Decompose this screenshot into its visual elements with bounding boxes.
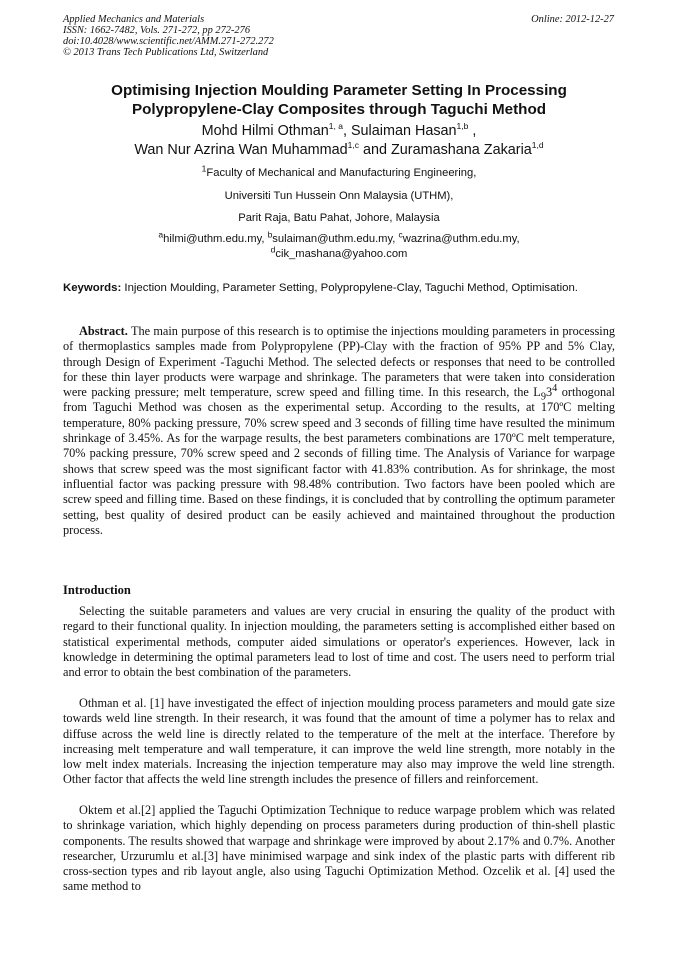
abstract-paragraph <box>63 324 615 538</box>
introduction-paragraph-1: Selecting the suitable parameters and values are very crucial in ensuring the quality of the product with regard to their functional quality. In injection moulding, the parameters setting is accomplished either based on statistical experimental methods, computer aided simulations or operator's experiences. However, lack in knowledge in determining the optimal parameters lead to lost of time and cost. The users need to perform trial and error to obtain the best combination of the parameters. <box>63 604 615 680</box>
online-date: Online: 2012-12-27 <box>531 14 614 25</box>
abstract-text-cont: orthogonal from Taguchi Method was chosen as the experimental setup. According to the results, at 170ºC melting temperature, 80% packing pressure, 70% screw speed and 3 seconds of filling time have resulted the minimum shrinkage of 3.45%. As for the warpage results, the best parameters combinations are 170ºC melt temperature, 70% packing pressure, 70% screw speed and 2 seconds of filling time. The Analysis of Variance for warpage shows that screw speed was the most significant factor with 41.83% contribution. As for shrinkage, the most influential factor was packing pressure with 98.48% contribution. Two factors have been pooled which are screw speed and filling time. Based on these findings, it is concluded that by controlling the optimum parameter setting, best quality of desired product can be easily achieved and maintained throughout the production process. <box>63 385 615 537</box>
paper-title <box>40 81 638 119</box>
author-line-2 <box>40 141 638 160</box>
author-affiliation-mark: 1,d <box>531 140 544 151</box>
title-line-1: Optimising Injection Moulding Parameter Setting In Processing <box>111 82 567 99</box>
abstract-text: The main purpose of this research is to optimise the injections moulding parameters in processing of thermoplastics samples made from Polypropylene (PP)-Clay with the fraction of 95% PP and 5% Clay, through Design of Experiment -Taguchi Method. The selected defects or responses that need to be controlled for these thin layer products were warpage and shrinkage. The parameters that were taken into consideration were packing pressure; melt temperature, screw speed and filling time. In this research, the L <box>63 324 615 400</box>
keywords-label: Keywords: <box>63 282 122 294</box>
journal-header <box>63 14 274 58</box>
introduction-paragraph-2: Othman et al. [1] have investigated the effect of injection moulding process parameters and mould gate size towards weld line strength. In their research, it was found that the amount of time a polymer has to relax and diffuse across the weld line is directly related to the temperature of the melt at the interface. Therefore by increasing melt temperature and wall temperature, it can improve the weld line strength, more notably in the low melt index materials. Increasing the injection temperature may also may improve the weld line strength. Other factor that affects the weld line strength includes the presence of fillers and reinforcement. <box>63 696 615 787</box>
abstract-label: Abstract. <box>79 324 128 338</box>
email-address: wazrina@uthm.edu.my, <box>402 233 520 245</box>
email-mark: a <box>158 229 164 240</box>
affiliation-address: Parit Raja, Batu Pahat, Johore, Malaysia <box>238 212 440 224</box>
author-name: Mohd Hilmi Othman <box>201 123 329 139</box>
journal-name: Applied Mechanics and Materials <box>63 14 205 25</box>
email-address: cik_mashana@yahoo.com <box>275 248 408 260</box>
author-name: Wan Nur Azrina Wan Muhammad <box>134 142 348 158</box>
introduction-heading: Introduction <box>63 583 131 597</box>
author-name: Zuramashana Zakaria <box>391 142 532 158</box>
abstract-subscript: 9 <box>540 391 546 403</box>
author-line-1: Mohd Hilmi Othman$^{1, a}$, Sulaiman Hasan$^{1,b}$ , <box>201 121 477 139</box>
affiliation-faculty: Faculty of Mechanical and Manufacturing Engineering, <box>206 167 477 179</box>
affiliation-university: Universiti Tun Hussein Onn Malaysia (UTHM), <box>224 190 454 202</box>
abstract-superscript: 4 <box>552 383 558 395</box>
author-affiliation-mark: 1, a <box>328 121 343 132</box>
email-mark: c <box>398 229 403 240</box>
email-mark: b <box>267 229 273 240</box>
affiliation-mark: 1 <box>201 163 207 174</box>
author-affiliation-mark: 1,b <box>456 121 469 132</box>
issn-line: ISSN: 1662-7482, Vols. 271-272, pp 272-276 <box>63 25 251 36</box>
email-mark: d <box>270 244 276 255</box>
introduction-paragraph-3: Oktem et al.[2] applied the Taguchi Optimization Technique to reduce warpage problem which was related to shrinkage variation, which highly depending on process parameters during production of thin-shell plastic components. The results showed that warpage and shrinkage were improved by about 2.17% and 0.7%. Another researcher, Urzurumlu et al.[3] have minimised warpage and sink index of the plastic parts with different rib cross-section types and rib layout angle, also using Taguchi Optimization Method. Ozcelik et al. [4] used the same method to <box>63 803 615 894</box>
author-name: Sulaiman Hasan <box>350 123 457 139</box>
author-list <box>40 122 638 160</box>
abstract-base: 3 <box>545 385 553 400</box>
email-address: sulaiman@uthm.edu.my, <box>272 233 396 245</box>
affiliation-line-1 <box>40 163 638 180</box>
author-conjunction: and <box>362 142 387 158</box>
doi-line: doi:10.4028/www.scientific.net/AMM.271-272.272 <box>63 36 274 47</box>
author-affiliation-mark: 1,c <box>347 140 359 151</box>
email-line-2 <box>40 244 638 261</box>
email-line-1 <box>40 229 638 246</box>
keywords-block <box>63 281 615 296</box>
copyright-line: © 2013 Trans Tech Publications Ltd, Switzerland <box>63 47 269 58</box>
keywords-text: Injection Moulding, Parameter Setting, Polypropylene-Clay, Taguchi Method, Optimisation. <box>124 282 578 294</box>
email-address: hilmi@uthm.edu.my, <box>163 233 265 245</box>
title-line-2: Polypropylene-Clay Composites through Taguchi Method <box>131 101 547 118</box>
